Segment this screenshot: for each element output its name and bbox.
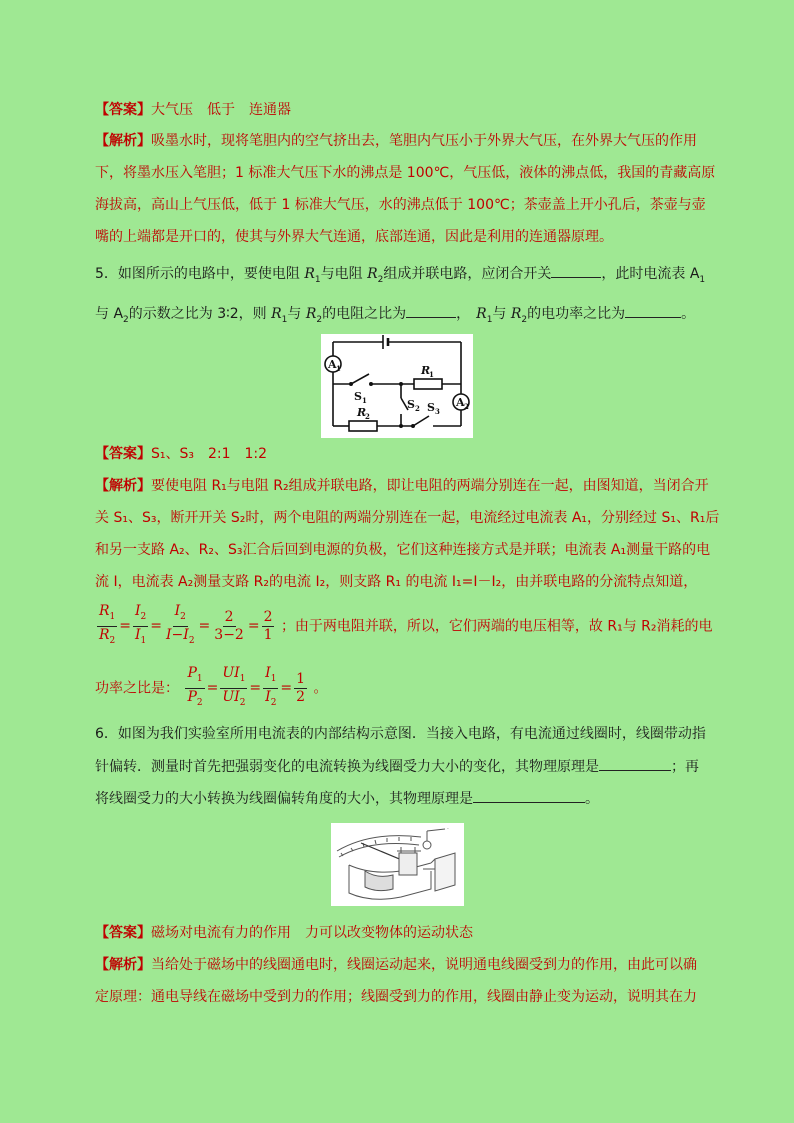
power-ratio-equation: $\frac{P_1}{P_2}$ = $\frac{UI_1}{UI_2}$ = $\frac{I_1}{I_2}$ = $\frac{1}{2}$ [187, 665, 306, 708]
switch-s1-label: S [354, 390, 362, 403]
explanation-1-line-3: 海拔高，高山上气压低，低于 1 标准大气压，水的沸点低于 100℃；茶壶盖上开小孔后，茶壶与壶 [95, 197, 706, 213]
question-5-line-1: 5．如图所示的电路中，要使电阻 $R_1$与电阻 $R_2$组成并联电路，应闭合开关 ，此时电流表 $A_1$ [95, 263, 705, 290]
svg-text:1: 1 [336, 364, 341, 373]
question-6-line-2: 针偏转．测量时首先把强弱变化的电流转换为线圈受力大小的变化，其物理原理是 ；再 [95, 756, 705, 777]
blank-5-2 [406, 303, 456, 318]
svg-text:3: 3 [435, 407, 440, 416]
ammeter-structure-figure [331, 823, 464, 906]
resistor-r1-label: R [421, 364, 431, 377]
explanation-6-line-2: 定原理：通电导线在磁场中受到力的作用；线圈受到力的作用，线圈由静止变为运动，说明其在力 [95, 989, 697, 1005]
explanation-5-line-2: 关 S₁、S₃，断开开关 S₂时，两个电阻的两端分别连在一起，电流经过电流表 A₁，分别经过 S₁、R₁后 [95, 510, 720, 526]
blank-5-3 [625, 303, 681, 318]
explanation-label: 【解析】 [95, 133, 151, 149]
explanation-6-line-1: 【解析】当给处于磁场中的线圈通电时，线圈运动起来，说明通电线圈受到力的作用，由此可以确 [95, 957, 697, 973]
explanation-1-line-1: 【解析】吸墨水时，现将笔胆内的空气挤出去，笔胆内气压小于外界大气压，在外界大气压的作用 [95, 133, 697, 149]
explanation-5-power-line: 功率之比是： $\frac{P_1}{P_2}$ = $\frac{UI_1}{UI_2}$ = $\frac{I_1}{I_2}$ = $\frac{1}{2}$ 。 [95, 665, 328, 708]
switch-s3-label: S [427, 401, 435, 414]
explanation-5-equation-line: $\frac{R_1}{R_2}$ = $\frac{I_2}{I_1}$ = $\frac{I_2}{I-I_2}$ = $\frac{2}{3-2}$ = $\frac{2}{1}$ ；由于两电阻并联，所以，它们两端的电压相等，故 R₁与 R₂消耗的电 [95, 603, 705, 645]
circuit-svg [321, 334, 473, 438]
svg-text:·: · [447, 826, 449, 833]
answer-1 [95, 100, 705, 120]
blank-6-1 [599, 756, 671, 771]
svg-text:2: 2 [365, 412, 370, 421]
ammeter-a1-label: A [328, 358, 337, 371]
explanation-5-line-1: 【解析】要使电阻 R₁与电阻 R₂组成并联电路，即让电阻的两端分别连在一起，由图知道，当闭合开 [95, 478, 709, 494]
explanation-1-line-2: 下，将墨水压入笔胆；1 标准大气压下水的沸点是 100℃，气压低，液体的沸点低，我国的青藏高原 [95, 165, 716, 181]
answer-text: 大气压 低于 连通器 [151, 102, 291, 118]
explanation-5-line-4: 流 I，电流表 A₂测量支路 R₂的电流 I₂，则支路 R₁ 的电流 I₁=I－I₂，由并联电路的分流特点知道， [95, 574, 698, 590]
svg-text:2: 2 [415, 404, 420, 413]
svg-text:1: 1 [429, 370, 434, 379]
explanation-5-line-3: 和另一支路 A₂、R₂、S₃汇合后回到电源的负极，它们这种连接方式是并联；电流表 A₁测量干路的电 [95, 542, 711, 558]
ammeter-structure-svg [331, 823, 464, 906]
resistance-ratio-equation: $\frac{R_1}{R_2}$ = $\frac{I_2}{I_1}$ = $\frac{I_2}{I-I_2}$ = $\frac{2}{3-2}$ = $\frac{2}{1}$ [99, 603, 273, 646]
answer-6: 【答案】磁场对电流有力的作用 力可以改变物体的运动状态 [95, 925, 473, 941]
resistor-r2-label: R [357, 406, 367, 419]
svg-text:1: 1 [362, 396, 367, 405]
ammeter-a2-label: A [456, 396, 465, 409]
svg-text:2: 2 [464, 402, 469, 411]
circuit-diagram [321, 334, 473, 438]
question-5-line-2: 与 $A_2$的示数之比为 3∶2，则 $R_1$与 $R_2$的电阻之比为 ， $R_1$与 $R_2$的电功率之比为 。 [95, 303, 705, 330]
blank-5-1 [551, 263, 601, 278]
answer-5: 【答案】S₁、S₃ 2:1 1:2 [95, 446, 268, 462]
question-6-line-1: 6．如图为我们实验室所用电流表的内部结构示意图．当接入电路，有电流通过线圈时，线圈带动指 [95, 726, 706, 742]
answer-label: 【答案】 [95, 102, 151, 118]
blank-6-2 [473, 788, 585, 803]
explanation-1-line-4: 嘴的上端都是开口的，使其与外界大气连通，底部连通，因此是利用的连通器原理。 [95, 229, 613, 245]
switch-s2-label: S [407, 398, 415, 411]
question-6-line-3: 将线圈受力的大小转换为线圈偏转角度的大小，其物理原理是 。 [95, 788, 705, 809]
